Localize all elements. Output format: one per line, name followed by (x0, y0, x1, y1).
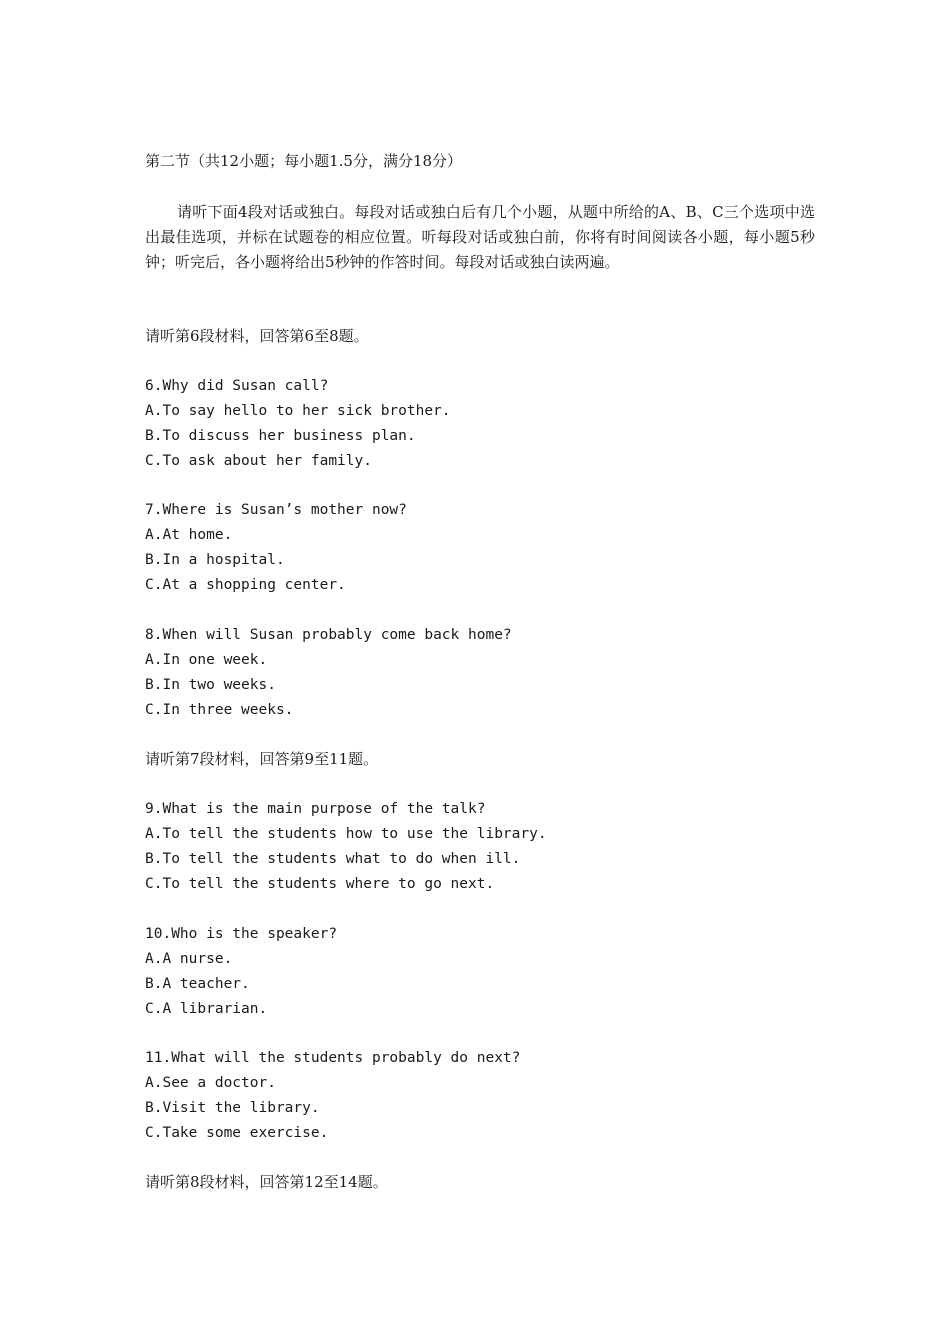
question-option: A.See a doctor. (145, 1075, 276, 1091)
question-option: A.To say hello to her sick brother. (145, 403, 451, 419)
question-option: B.In a hospital. (145, 552, 285, 568)
question-stem: 11.What will the students probably do next? (145, 1050, 521, 1066)
question-stem: 8.When will Susan probably come back home? (145, 627, 512, 643)
passage-heading: 请听第7段材料，回答第9至11题。 (145, 750, 379, 768)
question-option: C.To ask about her family. (145, 453, 372, 469)
question-option: B.Visit the library. (145, 1100, 320, 1116)
question-option: A.To tell the students how to use the library. (145, 826, 547, 842)
question-option: C.To tell the students where to go next. (145, 876, 495, 892)
question-stem: 9.What is the main purpose of the talk? (145, 801, 486, 817)
question-option: C.Take some exercise. (145, 1125, 329, 1141)
question-stem: 7.Where is Susan’s mother now? (145, 502, 407, 518)
question-option: A.At home. (145, 527, 233, 543)
question-option: C.A librarian. (145, 1001, 268, 1017)
question-option: B.A teacher. (145, 976, 250, 992)
question-option: B.To discuss her business plan. (145, 428, 416, 444)
question-option: B.To tell the students what to do when ill. (145, 851, 521, 867)
section-instructions: 请听下面4段对话或独白。每段对话或独白后有几个小题，从题中所给的A、B、C三个选项中选出最佳选项，并标在试题卷的相应位置。听每段对话或独白前，你将有时间阅读各小题，每小题5秒钟；听完后，各小题将给出5秒钟的作答时间。每段对话或独白读两遍。 (145, 203, 815, 271)
passage-heading: 请听第6段材料，回答第6至8题。 (145, 327, 369, 345)
question-option: B.In two weeks. (145, 677, 276, 693)
question-stem: 10.Who is the speaker? (145, 926, 338, 942)
question-option: C.In three weeks. (145, 702, 294, 718)
question-option: C.At a shopping center. (145, 577, 346, 593)
question-option: A.A nurse. (145, 951, 233, 967)
question-option: A.In one week. (145, 652, 268, 668)
section-title: 第二节（共12小题；每小题1.5分，满分18分） (145, 152, 463, 170)
question-stem: 6.Why did Susan call? (145, 378, 329, 394)
passage-heading: 请听第8段材料，回答第12至14题。 (145, 1173, 388, 1191)
